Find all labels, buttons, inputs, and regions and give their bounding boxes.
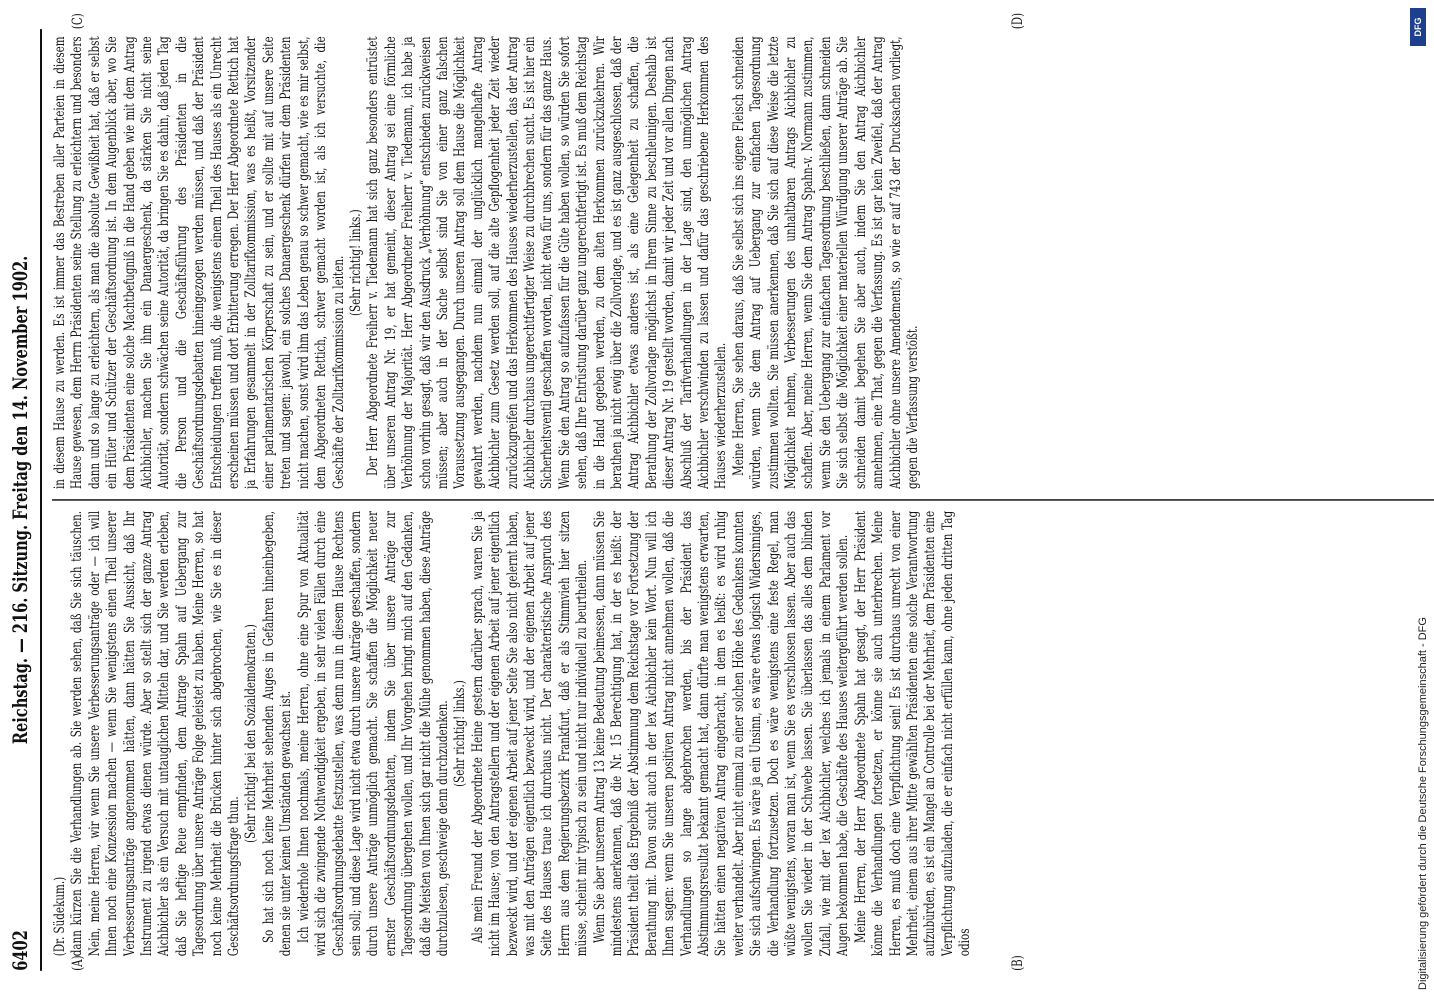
paragraph: Ich wiederhole Ihnen nochmals, meine Herren, ohne eine Spur von Aktualität wird sich die zwingende Nothwendigkeit ergeben, in sehr vielen Fällen durch eine Geschäftsordnungsdebatte festzustellen, was denn nun in diesem Hause Rechtens sein soll; und diese Lage wird nicht etwa durch unsere Anträge geschaffen, sondern durch unsere Anträge unmöglich gemacht. Sie schaffen die Möglichkeit neuer ernster Geschäftsordnungsdebatten, indem Sie über unsere Anträge zur Tagesordnung übergehen wollen, und Ihr Vorgehen bringt mich auf den Gedanken, daß die Meisten von Ihnen sich gar nicht die Mühe genommen haben, diese Anträge durchzulesen, geschweige denn durchzudenken.	[295, 510, 451, 957]
paragraph: (Sehr richtig! bei den Sozialdemokraten.)	[243, 624, 260, 843]
paragraph: So hat sich noch keine Mehrheit sehenden Auges in Gefahren hineinbegeben, denen sie unter keinen Umständen gewachsen ist.	[260, 510, 295, 957]
rotated-page-content	[0, 12, 1370, 1000]
paragraph: Meine Herren, der Herr Abgeordnete Spahn hat gesagt, der Herr Präsident könne die Verhandlungen fortsetzen, er könne sie auch unterbrechen. Meine Herren, es muß doch eine Verpflichtung sein! Es ist durchaus unrecht von einer Mehrheit, einem aus ihrer Mitte gewählten Präsidenten eine solche Verantwortung aufzubürden, es ist ein Mangel an Controlle bei der Mehrheit, dem Präsidenten eine Verpflichtung aufzuladen, die er einfach nicht erfüllen kann, ohne jeden dritten Tag odios	[852, 510, 974, 957]
header-title: Reichstag. — 216. Sitzung. Freitag den 14. November 1902.	[8, 255, 32, 745]
paragraph: Meine Herren, Sie sehen daraus, daß Sie selbst sich ins eigene Fleisch schneiden würden, wenn Sie dem Antrag auf Uebergang zur einfachen Tagesordnung zustimmen wollten. Sie müssen anerkennen, daß Sie sich auf diese Weise die letzte Möglichkeit nehmen, Verbesserungen des unhaltbaren Antrags Aichbichler zu schaffen. Aber, meine Herren, wenn Sie dem Antrag Spahn-v. Normann zustimmen, wenn Sie den Uebergang zur einfachen Tagesordnung beschließen, dann schneiden Sie sich selbst die Möglichkeit einer materiellen Würdigung unserer Anträge ab. Sie schneiden damit begehen Sie aber auch, indem Sie den Antrag Aichbichler annehmen, eine That, gegen die Verfassung. Es ist gar kein Zweifel, daß der Antrag Aichbichler ohne unsere Amendements, so wie er auf 743 der Drucksachen vorliegt, gegen die Verfassung verstößt.	[730, 36, 921, 490]
margin-marker-d: (D)	[1010, 12, 1026, 30]
page-header	[8, 29, 38, 971]
paragraph: (Sehr richtig! links.)	[347, 209, 364, 317]
dfg-logo	[1410, 8, 1426, 46]
page-number: 6402	[8, 930, 32, 971]
paragraph: in diesem Hause zu werden. Es ist immer das Bestreben aller Parteien in diesem Hause gewesen, dem Herrn Präsidenten seine Stellung zu erleichtern und besonders dann und so lange zu erleichtern, als man die absolute Gewißheit hat, daß er selbst ein Hüter und Schützer der Geschäftsordnung ist. In dem Augenblick aber, wo Sie dem Präsidenten eine solche Machtbefugniß in die Hand geben wie mit dem Antrag Aichbichler, machen Sie ihm ein Danaergeschenk, da stärken Sie nicht seine Autorität, sondern schwächen seine Autorität, da bringen Sie es dahin, daß jeden Tag die Person und die Geschäftsführung des Präsidenten in die Geschäftsordnungsdebatten hineingezogen werden müssen, und daß der Präsident Entscheidungen treffen muß, die wenigstens einem Theil des Hauses als ein Unrecht erscheinen müssen und dort Erbitterung erregen. Der Herr Abgeordnete Rettich hat ja Erfahrungen gesammelt in der Zolltarifkommission, was es heißt, Vorsitzender einer parlamentarischen Körperschaft zu sein, und er sollte mit auf unsere Seite treten und sagen: jawohl, ein solches Danaergeschenk dürfen wir dem Präsidenten nicht machen, sonst wird ihm das Leben genau so schwer gemacht, wie es mir selbst, dem Abgeordneten Rettich, schwer gemacht worden ist, als ich versuchte, die Geschäfte der Zolltarifkommission zu leiten.	[52, 36, 347, 490]
paragraph: dann kürzen Sie die Verhandlungen ab. Sie werden sehen, daß Sie sich täuschen. Nein, meine Herren, wir wenn Sie unsere Verbesserungsanträge oder — ich will Ihnen noch eine Konzession machen — wenn Sie wenigstens einen Theil unserer Verbesserungsanträge angenommen hätten, dann hätten Sie Aussicht, daß Ihr Instrument zu irgend etwas dienen würde. Aber so stellt sich der ganze Antrag Aichbichler als ein Versuch mit untauglichen Mitteln dar, und Sie werden erleben, daß Sie heftige Reue empfinden, dem Antrage Spahn auf Uebergang zur Tagesordnung über unsere Anträge Folge geleistet zu haben. Meine Herren, so hat noch keine Mehrheit die Brücken hinter sich abgebrochen, wie Sie es in dieser Geschäftsordnungsfrage thun.	[69, 510, 243, 957]
digitization-text: Digitalisierung gefördert durch die Deutsche Forschungsgemeinschaft - DFG	[1417, 617, 1429, 990]
dfg-logo-text: DFG	[1413, 17, 1423, 37]
digitization-note	[1414, 10, 1432, 990]
paragraph: (Dr. Südekum.)	[52, 876, 68, 957]
paragraph: (Sehr richtig! links.)	[452, 680, 469, 787]
header-rule	[40, 29, 42, 971]
margin-marker-c: (C)	[70, 13, 86, 30]
margin-marker-b: (B)	[1010, 955, 1026, 971]
left-text-column	[52, 511, 1434, 956]
paragraph: Der Herr Abgeordnete Freiherr v. Tiedemann hat sich ganz besonders entrüstet über unseren Antrag Nr. 19, er hat gemeint, dieser Antrag sei eine förmliche Verhöhnung der Majorität. Herr Abgeordneter Freiherr v. Tiedemann, ich habe ja schon vorhin gesagt, daß wir den Ausdruck „Verhöhnung“ entschieden zurückweisen müssen; aber auch in der Sache selbst sind Sie von einer ganz falschen Voraussetzung ausgegangen. Durch unseren Antrag soll dem Hause die Möglichkeit gewahrt werden, nachdem nun einmal der unglücklich mangelhafte Antrag Aichbichler zum Gesetz werden soll, auf die alte Gepflogenheit jeder Zeit wieder zurückzugreifen und das Herkommen des Hauses wiederherzustellen, das der Antrag Aichbichler durchaus ungerechtfertigter Weise zu durchbrechen sucht. Es ist hier ein Sicherheitsventil geschaffen worden, nicht etwa für uns, sondern für das ganze Haus. Wenn Sie den Antrag so aufzufassen für die Güte haben wollen, so würden Sie sofort sehen, daß Ihre Entrüstung darüber ganz ungerechtfertigt ist. Es muß dem Reichstag in die Hand gegeben werden, zu dem alten Herkommen zurückzukehren. Wir berathen ja nicht ewig über die Zollvorlage, und es ist ganz ausgeschlossen, daß der Antrag Aichbichler etwas anderes ist, als eine Gelegenheit zu schaffen, die Berathung der Zollvorlage möglichst in Ihrem Sinne zu beschleunigen. Deshalb ist dieser Antrag Nr. 19 gestellt worden, damit wir jeder Zeit und vor allen Dingen nach Abschluß der Tarifverhandlungen in der Lage sind, den unmöglichen Antrag Aichbichler verschwinden zu lassen und dafür das geschriebene Herkommen des Hauses wiederherzustellen.	[365, 36, 730, 490]
paragraph: Als mein Freund der Abgeordnete Heine gestern darüber sprach, waren Sie ja nicht im Hause; von den Antragstellern und der eigenen Arbeit auf jener eigentlich bezweckt wird, und der eigenen Arbeit auf jener Seite Sie also nicht gelernt haben, was mit den Anträgen eigentlich bezweckt wird, und der eigenen Arbeit auf jener Seite des Hauses traue ich durchaus nicht. Der charakteristische Anspruch des Herrn aus dem Regierungsbezirk Frankfurt, daß er als Stimmvieh hier sitzen müsse, scheint mir typisch zu sein und nicht nur individuell zu beurtheilen.	[469, 510, 591, 957]
column-divider	[52, 499, 1434, 500]
paragraph: Wenn Sie aber unserem Antrag 13 keine Bedeutung beimessen, dann müssen Sie mindestens anerkennen, daß die Nr. 15 Berechtigung hat, in der es heißt: der Präsident theilt das Ergebniß der Abstimmung dem Reichstage vor Fortsetzung der Berathung mit. Davon sucht auch in der lex Aichbichler kein Wort. Nun will ich Ihnen sagen: wenn Sie unseren positiven Antrag nicht annehmen wollen, daß die Verhandlungen so lange abgebrochen werden, bis der Präsident das Abstimmungsresultat bekannt gemacht hat, dann dürfte man wenigstens erwarten, Sie hätten einen negativen Antrag eingebracht, in dem es heißt: es wird ruhig weiter verhandelt. Aber nicht einmal zu einer solchen Höhe des Gedankens konnten Sie sich aufschwingen. Es wäre ja ein Unsinn, es wäre etwas logisch Widersinniges, die Verhandlung fortzusetzen. Doch es wäre wenigstens eine feste Regel, man wüßte wenigstens, woran man ist, wenn Sie es verschlossen lassen. Aber auch das wollen Sie wieder in der Schwebe lassen. Sie überlassen das alles dem blinden Zufall, wie mit der lex Aichbichler, welches ich jemals in einem Parlament vor Augen bekommen habe, die Geschäfte des Hauses weitergeführt werden sollen.	[591, 510, 852, 957]
right-text-column	[52, 36, 1434, 489]
margin-marker-a: (A)	[70, 955, 86, 971]
